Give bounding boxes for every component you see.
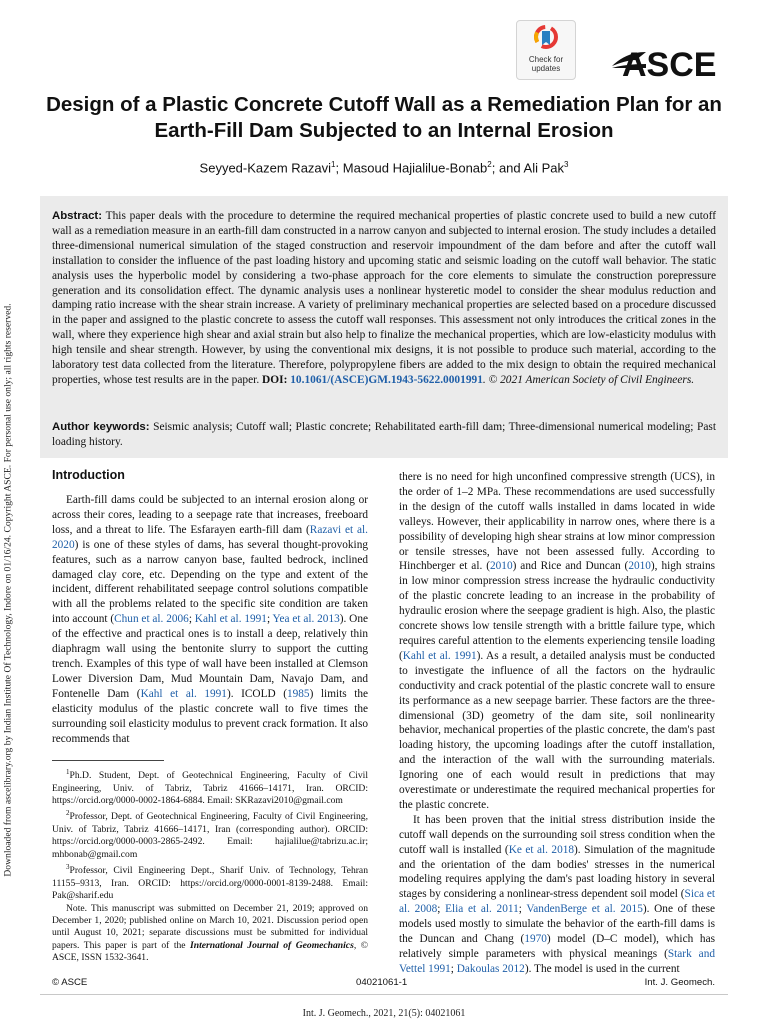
footer-journal-abbrev: Int. J. Geomech. (644, 977, 715, 988)
footnote-2 (52, 807, 368, 861)
footnote-marker: 3 (66, 863, 70, 872)
citation-link[interactable]: Stark and Vettel 1991 (399, 948, 715, 975)
asce-logo-text: ASCE (622, 46, 716, 80)
paragraph-text: ). ICOLD ( (226, 687, 287, 700)
download-notice: Downloaded from ascelibrary.org by Indian Institute Of Technology, Indore on 01/16/24. Copyright ASCE. For personal use only; all rights reserved. (2, 303, 14, 877)
author-affiliation-marker: 3 (564, 160, 569, 169)
journal-name: International Journal of Geomechanics (190, 939, 354, 951)
paragraph-text: there is no need for high unconfined compressive strength (UCS), in the order of 1–2 MPa. These recommendations are used successfully in the design of the cutoff walls installed in dams located in wide valleys. However, their applicability in narrow ones, where there is a possibility of developing high shear strains at low minor compression or tensile stresses, have not been assessed fully. According to Hinchberger et al. ( (399, 471, 715, 573)
footnote-marker: 2 (66, 809, 70, 818)
citation-link[interactable]: 2010 (490, 560, 513, 573)
paragraph-text: ). One of these models used mostly to simulate the behavior of the earth-fill dams is the Duncan and Chang ( (399, 903, 715, 946)
citation-link[interactable]: Kahl et al. 1991 (140, 687, 227, 700)
right-column (399, 470, 715, 977)
paragraph-text: Earth-fill dams could be subjected to an internal erosion along or across their cores, leading to a seepage rate that increases, freeboard loss, and a threat to life. The Esfarayen earth-fill dam ( (52, 494, 368, 536)
citation-link[interactable]: VandenBerge et al. 2015 (526, 903, 643, 916)
footnote-marker: 1 (66, 768, 70, 776)
author-name: Masoud Hajialilue-Bonab (342, 160, 488, 176)
doi-link[interactable]: 10.1061/(ASCE)GM.1943-5622.0001991 (290, 373, 483, 386)
abstract (52, 209, 716, 388)
citation-link[interactable]: Razavi et al. 2020 (52, 523, 368, 551)
footer-page-id: 04021061-1 (356, 977, 408, 988)
paragraph-text: ; (518, 903, 527, 916)
author-affiliation-marker: 1 (331, 160, 336, 169)
author-list (40, 160, 728, 175)
paragraph-text: ). As a result, a detailed analysis must be conducted to investigate the influence of all the factors on the hydraulic conductivity and crack potential of the plastic concrete wall to ensure its performance as a new seepage barrier. These factors are the three-dimensional (3D) geometry of the dam site, soil nonlinearity behavior, mechanical properties of the plastic concrete, the dam's past loading history, the upcoming loadings after the cutoff installation, and the interaction of the wall with the surrounding materials. Ignoring one of each would result in predictions that may overestimate or underestimate the required mechanical properties for the plastic concrete. (399, 649, 716, 811)
author-affiliation-marker: 2 (487, 160, 492, 169)
submission-note-end: , © ASCE, ISSN 1532-3641. (52, 939, 368, 964)
paragraph-text: ; (188, 613, 195, 626)
abstract-label: Abstract: (52, 210, 103, 222)
section-heading-introduction: Introduction (52, 468, 125, 482)
paragraph-text: ; (450, 962, 457, 975)
citation-link[interactable]: Sica et al. 2008 (399, 888, 715, 916)
paragraph-text: ). Simulation of the magnitude and the orientation of the dam bodies' stresses in the numerical modeling requires applying the dam's past loading history in several stages by considering a nonlinear-stress dependent soil model ( (399, 843, 715, 901)
paragraph-text: ) is one of these styles of dams, has several thought-provoking features, such as a narrow canyon base, faulted bedrock, inclined damaged clay core, etc. Depending on the type and extent of the incident, different rehabilitated seepage control solutions compatible with all the problems related to the specific site condition are taken into account ( (52, 538, 368, 626)
journal-citation-line: Int. J. Geomech., 2021, 21(5): 04021061 (302, 1008, 466, 1019)
citation-link[interactable]: Dakoulas 2012 (456, 962, 525, 975)
paragraph-text: ). One of the effective and practical ones is to install a deep, relatively thin diaphragm wall using the bentonite slurry to support the cutting trench. Examples of this type of wall have been installed at Clemson Lower Diversion Dam, Mud Mountain Dam, Navajo Dam, and Fontenelle Dam ( (52, 613, 368, 700)
intro-paragraph-2 (399, 813, 715, 977)
author-separator: ; (335, 160, 343, 176)
footnote-1 (52, 766, 368, 807)
abstract-copyright: . © 2021 American Society of Civil Engineers. (482, 373, 695, 386)
footer-divider (40, 994, 728, 995)
download-notice-strip (0, 0, 16, 1024)
author-separator: ; and (491, 160, 524, 176)
citation-link[interactable]: 1970 (524, 933, 547, 946)
submission-note-text: Note. This manuscript was submitted on December 21, 2019; approved on December 1, 2020; published online on March 10, 2021. Discussion period open until August 10, 2021; separate discussions must be submitted for individual papers. This paper is part of the (52, 902, 368, 951)
paragraph-text: It has been proven that the initial stress distribution inside the cutoff wall depends on the surrounding soil stress condition when the cutoff wall is installed ( (399, 813, 715, 856)
asce-logo (612, 42, 716, 80)
paragraph-text: ) model (D–C model), which has relatively simple parameters with physical meanings ( (399, 933, 715, 960)
paragraph-text: ), high strains in low minor compression stress increase the hydraulic conductivity of the plastic concrete leading to an increase in the probability of hydraulic erosion where the seepage gradient is high. Also, the plastic concrete shows low tensile strength with a brittle failure type, which requires careful attention to the elements experiencing tensile loading ( (399, 560, 715, 662)
citation-link[interactable]: Ke et al. 2018 (508, 843, 575, 856)
citation-link[interactable]: Kahl et al. 1991 (402, 649, 477, 662)
citation-link[interactable]: Chun et al. 2006 (114, 613, 189, 626)
citation-link[interactable]: Elia et al. 2011 (445, 903, 519, 916)
check-for-updates-line2: updates (531, 64, 561, 73)
citation-link[interactable]: 1985 (286, 687, 310, 700)
check-for-updates-label (517, 55, 575, 73)
asce-logo-graphic (612, 42, 716, 80)
paragraph-text: ; (437, 903, 446, 916)
left-column (52, 468, 368, 746)
paragraph-text: ) and Rice and Duncan ( (512, 560, 629, 573)
keywords-text: Seismic analysis; Cutoff wall; Plastic concrete; Rehabilitated earth-fill dam; Three-dimensional numerical modeling; Past loading history. (52, 421, 716, 448)
paragraph-text: ) limits the elasticity modulus of the plastic concrete wall to five times the surrounding soil elasticity modulus to prevent crack formation. It also recommends that (52, 687, 369, 745)
footnote-divider (52, 760, 164, 761)
check-for-updates-button[interactable] (516, 20, 576, 80)
footnote-text: Professor, Civil Engineering Dept., Sharif Univ. of Technology, Tehran 11155–9313, Iran. ORCID: https://orcid.org/0000-0001-8139-2488. Email: Pak@sharif.edu (52, 865, 368, 902)
footer-copyright: © ASCE (52, 977, 88, 988)
citation-link[interactable]: Yea et al. 2013 (272, 613, 340, 626)
footnote-text: Ph.D. Student, Dept. of Geotechnical Engineering, Faculty of Civil Engineering, Univ. of Tabriz, Tabriz 41666–14171, Iran. ORCID: https://orcid.org/0000-0002-1864-6884. Email: SKRazavi2010@gmail.com (52, 770, 368, 806)
paragraph-text: ). The model is used in the current (524, 962, 680, 975)
footnote-text: Professor, Dept. of Geotechnical Engineering, Faculty of Civil Engineering, Univ. of Tabriz, Tabriz 41666–14171, Iran (corresponding author). ORCID: https://orcid.org/0000-0003-2865-2492. Email: hajialilue@tabrizu.ac.ir; mhbonab@gmail.com (52, 811, 368, 860)
author-name: Seyyed-Kazem Razavi (199, 160, 332, 176)
keywords-label: Author keywords: (52, 421, 150, 433)
paper-title: Design of a Plastic Concrete Cutoff Wall as a Remediation Plan for an Earth-Fill Dam Subjected to an Internal Erosion (46, 93, 722, 142)
citation-link[interactable]: Kahl et al. 1991 (194, 613, 267, 626)
abstract-text: This paper deals with the procedure to determine the required mechanical properties of plastic concrete used to build a new cutoff wall as a remediation measure in an earth-fill dam constructed in a narrow canyon and subjected to internal erosion. The study includes a detailed three-dimensional numerical simulation of the staged construction and reservoir impoundment of the dam before and after the cutoff wall installation to consider the influence of the past loading history and upcoming static and seismic loading on the cutoff wall behavior. The static analysis uses the hyperbolic model by considering a two-phase approach for the core elements to simulate the construction porepressure generation and its consolidation effect. The dynamic analysis uses a nonlinear hysteretic model to consider the shear modulus reduction and damping ratio increase with the shear strain increase. A variety of preliminary mechanical properties are selected based on a procedure discussed in the paper and assigned to the plastic concrete to assess the cutoff wall responses. This assessment not only introduces the critical zones in the wall, where they experience high shear and axial strain but also help to finalize the mechanical properties, which are low-elasticity modulus with high tensile and shear strength. However, by using the conventional mix designs, it is not possible to produce such material, according to the laboratory test data collected from the literature. Therefore, polypropylene fibers are added to the mix design to obtain the required mechanical properties, whose test results are in the paper. (52, 210, 716, 386)
check-for-updates-line1: Check for (528, 55, 564, 64)
footnote-3 (52, 861, 368, 902)
crossmark-bookmark-icon (533, 25, 559, 55)
paragraph-text: ; (266, 613, 273, 626)
intro-paragraph-continued (399, 470, 715, 813)
submission-note (52, 903, 368, 965)
author-name: Ali Pak (523, 160, 564, 176)
intro-paragraph-1 (52, 493, 368, 746)
citation-link[interactable]: 2010 (628, 560, 651, 573)
footnotes (52, 766, 368, 965)
doi-label: DOI: (262, 373, 288, 386)
author-keywords (52, 420, 716, 450)
